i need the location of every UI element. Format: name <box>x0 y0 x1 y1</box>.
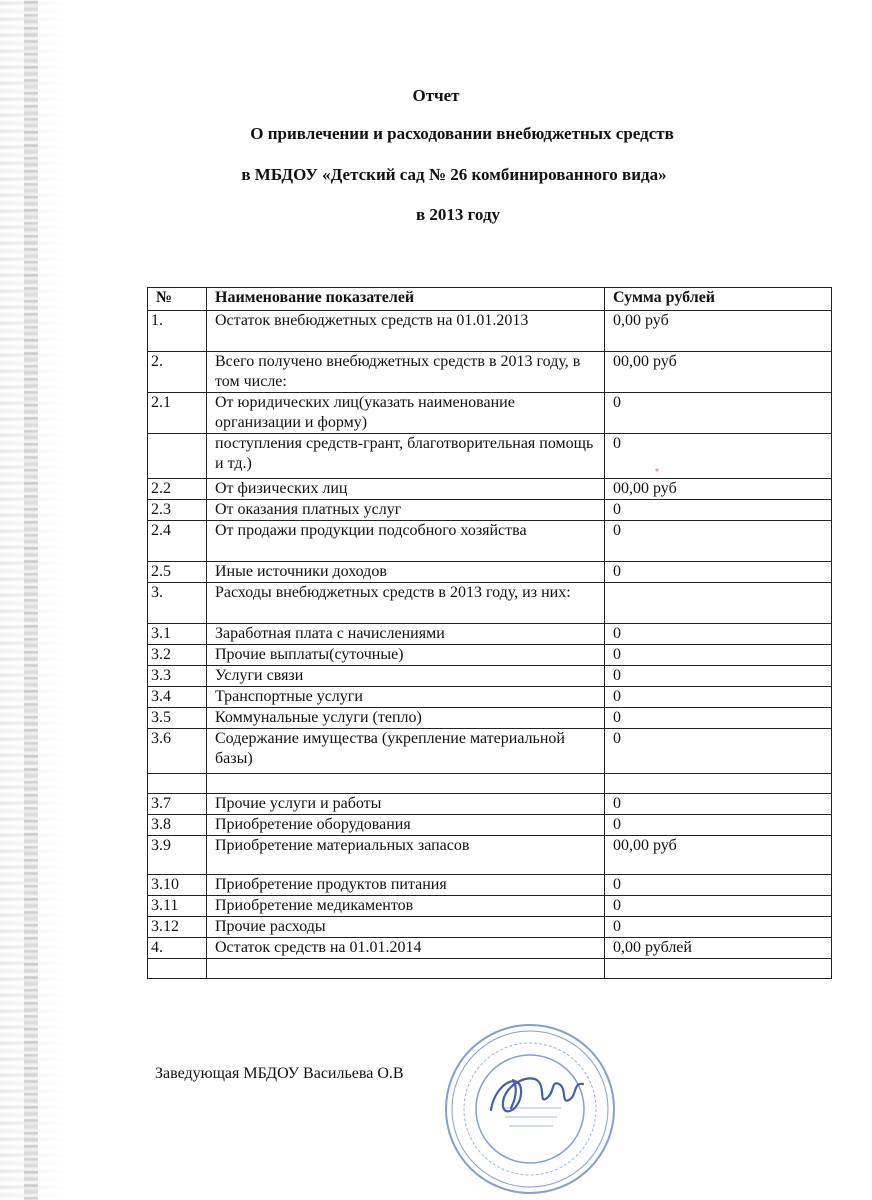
row-sum: 00,00 руб <box>605 479 832 500</box>
row-name: Приобретение медикаментов <box>207 896 605 917</box>
row-sum: 0 <box>605 434 832 479</box>
report-title: Отчет <box>412 86 460 105</box>
row-number: 2.4 <box>148 521 207 562</box>
row-sum: 00,00 руб <box>605 836 832 875</box>
row-sum: 0 <box>605 729 832 774</box>
row-number: 3.5 <box>148 708 207 729</box>
row-number: 3.4 <box>148 687 207 708</box>
table-row <box>148 815 832 836</box>
row-sum: 0 <box>605 562 832 583</box>
row-name: Прочие выплаты(суточные) <box>207 645 605 666</box>
table-row <box>148 729 832 774</box>
row-name: Приобретение оборудования <box>207 815 605 836</box>
row-number: 3.6 <box>148 729 207 774</box>
row-number: 4. <box>148 938 207 959</box>
row-name: От продажи продукции подсобного хозяйства <box>207 521 605 562</box>
row-sum: 0,00 руб <box>605 311 832 352</box>
row-name: Иные источники доходов <box>207 562 605 583</box>
row-number: 1. <box>148 311 207 352</box>
report-table <box>147 287 832 979</box>
row-number <box>148 959 207 979</box>
table-row <box>148 666 832 687</box>
row-sum: 0 <box>605 645 832 666</box>
row-number: 3.1 <box>148 624 207 645</box>
official-stamp <box>443 1022 618 1197</box>
row-number: 2.2 <box>148 479 207 500</box>
row-sum: 0 <box>605 896 832 917</box>
table-row <box>148 352 832 393</box>
row-number: 3.12 <box>148 917 207 938</box>
column-header-name: Наименование показателей <box>207 288 605 311</box>
row-sum: 0 <box>605 815 832 836</box>
table-row <box>148 959 832 979</box>
signature-line: Заведующая МБДОУ Васильева О.В <box>155 1065 404 1082</box>
row-name: Приобретение продуктов питания <box>207 875 605 896</box>
row-name: поступления средств-грант, благотворительная помощь и тд.) <box>207 434 605 479</box>
table-row <box>148 393 832 434</box>
row-sum <box>605 583 832 624</box>
table-row <box>148 562 832 583</box>
stamp-seal <box>446 1025 614 1193</box>
row-sum: 0 <box>605 393 832 434</box>
table-row <box>148 521 832 562</box>
row-name: Расходы внебюджетных средств в 2013 году, из них: <box>207 583 605 624</box>
row-sum <box>605 959 832 979</box>
column-header-number: № <box>148 288 207 311</box>
row-name <box>207 774 605 794</box>
table-row <box>148 645 832 666</box>
table-row <box>148 583 832 624</box>
row-number: 3.9 <box>148 836 207 875</box>
table-row <box>148 479 832 500</box>
signature-scribble <box>491 1078 583 1111</box>
row-name <box>207 959 605 979</box>
row-number: 3.7 <box>148 794 207 815</box>
table-row <box>148 896 832 917</box>
row-name: Приобретение материальных запасов <box>207 836 605 875</box>
table-row <box>148 624 832 645</box>
row-number: 3.3 <box>148 666 207 687</box>
row-number: 3.10 <box>148 875 207 896</box>
row-number <box>148 774 207 794</box>
row-name: Остаток внебюджетных средств на 01.01.2013 <box>207 311 605 352</box>
table-row <box>148 708 832 729</box>
report-year: в 2013 году <box>415 205 501 224</box>
scan-speck <box>652 465 662 475</box>
row-sum: 0 <box>605 521 832 562</box>
report-subtitle: О привлечении и расходовании внебюджетных средств <box>250 124 674 143</box>
row-number: 3. <box>148 583 207 624</box>
row-sum: 0 <box>605 666 832 687</box>
row-number: 2.5 <box>148 562 207 583</box>
row-number: 3.11 <box>148 896 207 917</box>
row-number: 2.1 <box>148 393 207 434</box>
table-row <box>148 311 832 352</box>
row-sum: 0 <box>605 794 832 815</box>
row-number: 3.2 <box>148 645 207 666</box>
table-row <box>148 875 832 896</box>
row-name: Остаток средств на 01.01.2014 <box>207 938 605 959</box>
table-row <box>148 836 832 875</box>
row-sum <box>605 774 832 794</box>
row-sum: 00,00 руб <box>605 352 832 393</box>
row-name: Коммунальные услуги (тепло) <box>207 708 605 729</box>
table-row <box>148 687 832 708</box>
report-organization: в МБДОУ «Детский сад № 26 комбинированного вида» <box>241 165 667 184</box>
row-name: От юридических лиц(указать наименование организации и форму) <box>207 393 605 434</box>
table-header-row <box>148 288 832 311</box>
row-sum: 0 <box>605 687 832 708</box>
row-sum: 0 <box>605 875 832 896</box>
table-row <box>148 500 832 521</box>
row-sum: 0 <box>605 624 832 645</box>
row-name: Прочие услуги и работы <box>207 794 605 815</box>
row-sum: 0 <box>605 917 832 938</box>
row-number <box>148 434 207 479</box>
row-name: Всего получено внебюджетных средств в 2013 году, в том числе: <box>207 352 605 393</box>
table-row <box>148 774 832 794</box>
row-name: Содержание имущества (укрепление материальной базы) <box>207 729 605 774</box>
row-sum: 0 <box>605 500 832 521</box>
table-row <box>148 794 832 815</box>
row-name: От физических лиц <box>207 479 605 500</box>
table-row <box>148 434 832 479</box>
row-name: Заработная плата с начислениями <box>207 624 605 645</box>
row-number: 2.3 <box>148 500 207 521</box>
row-sum: 0,00 рублей <box>605 938 832 959</box>
row-number: 3.8 <box>148 815 207 836</box>
row-name: Транспортные услуги <box>207 687 605 708</box>
table-row <box>148 917 832 938</box>
table-row <box>148 938 832 959</box>
row-name: Прочие расходы <box>207 917 605 938</box>
row-sum: 0 <box>605 708 832 729</box>
row-name: Услуги связи <box>207 666 605 687</box>
column-header-sum: Сумма рублей <box>605 288 832 311</box>
row-number: 2. <box>148 352 207 393</box>
row-name: От оказания платных услуг <box>207 500 605 521</box>
